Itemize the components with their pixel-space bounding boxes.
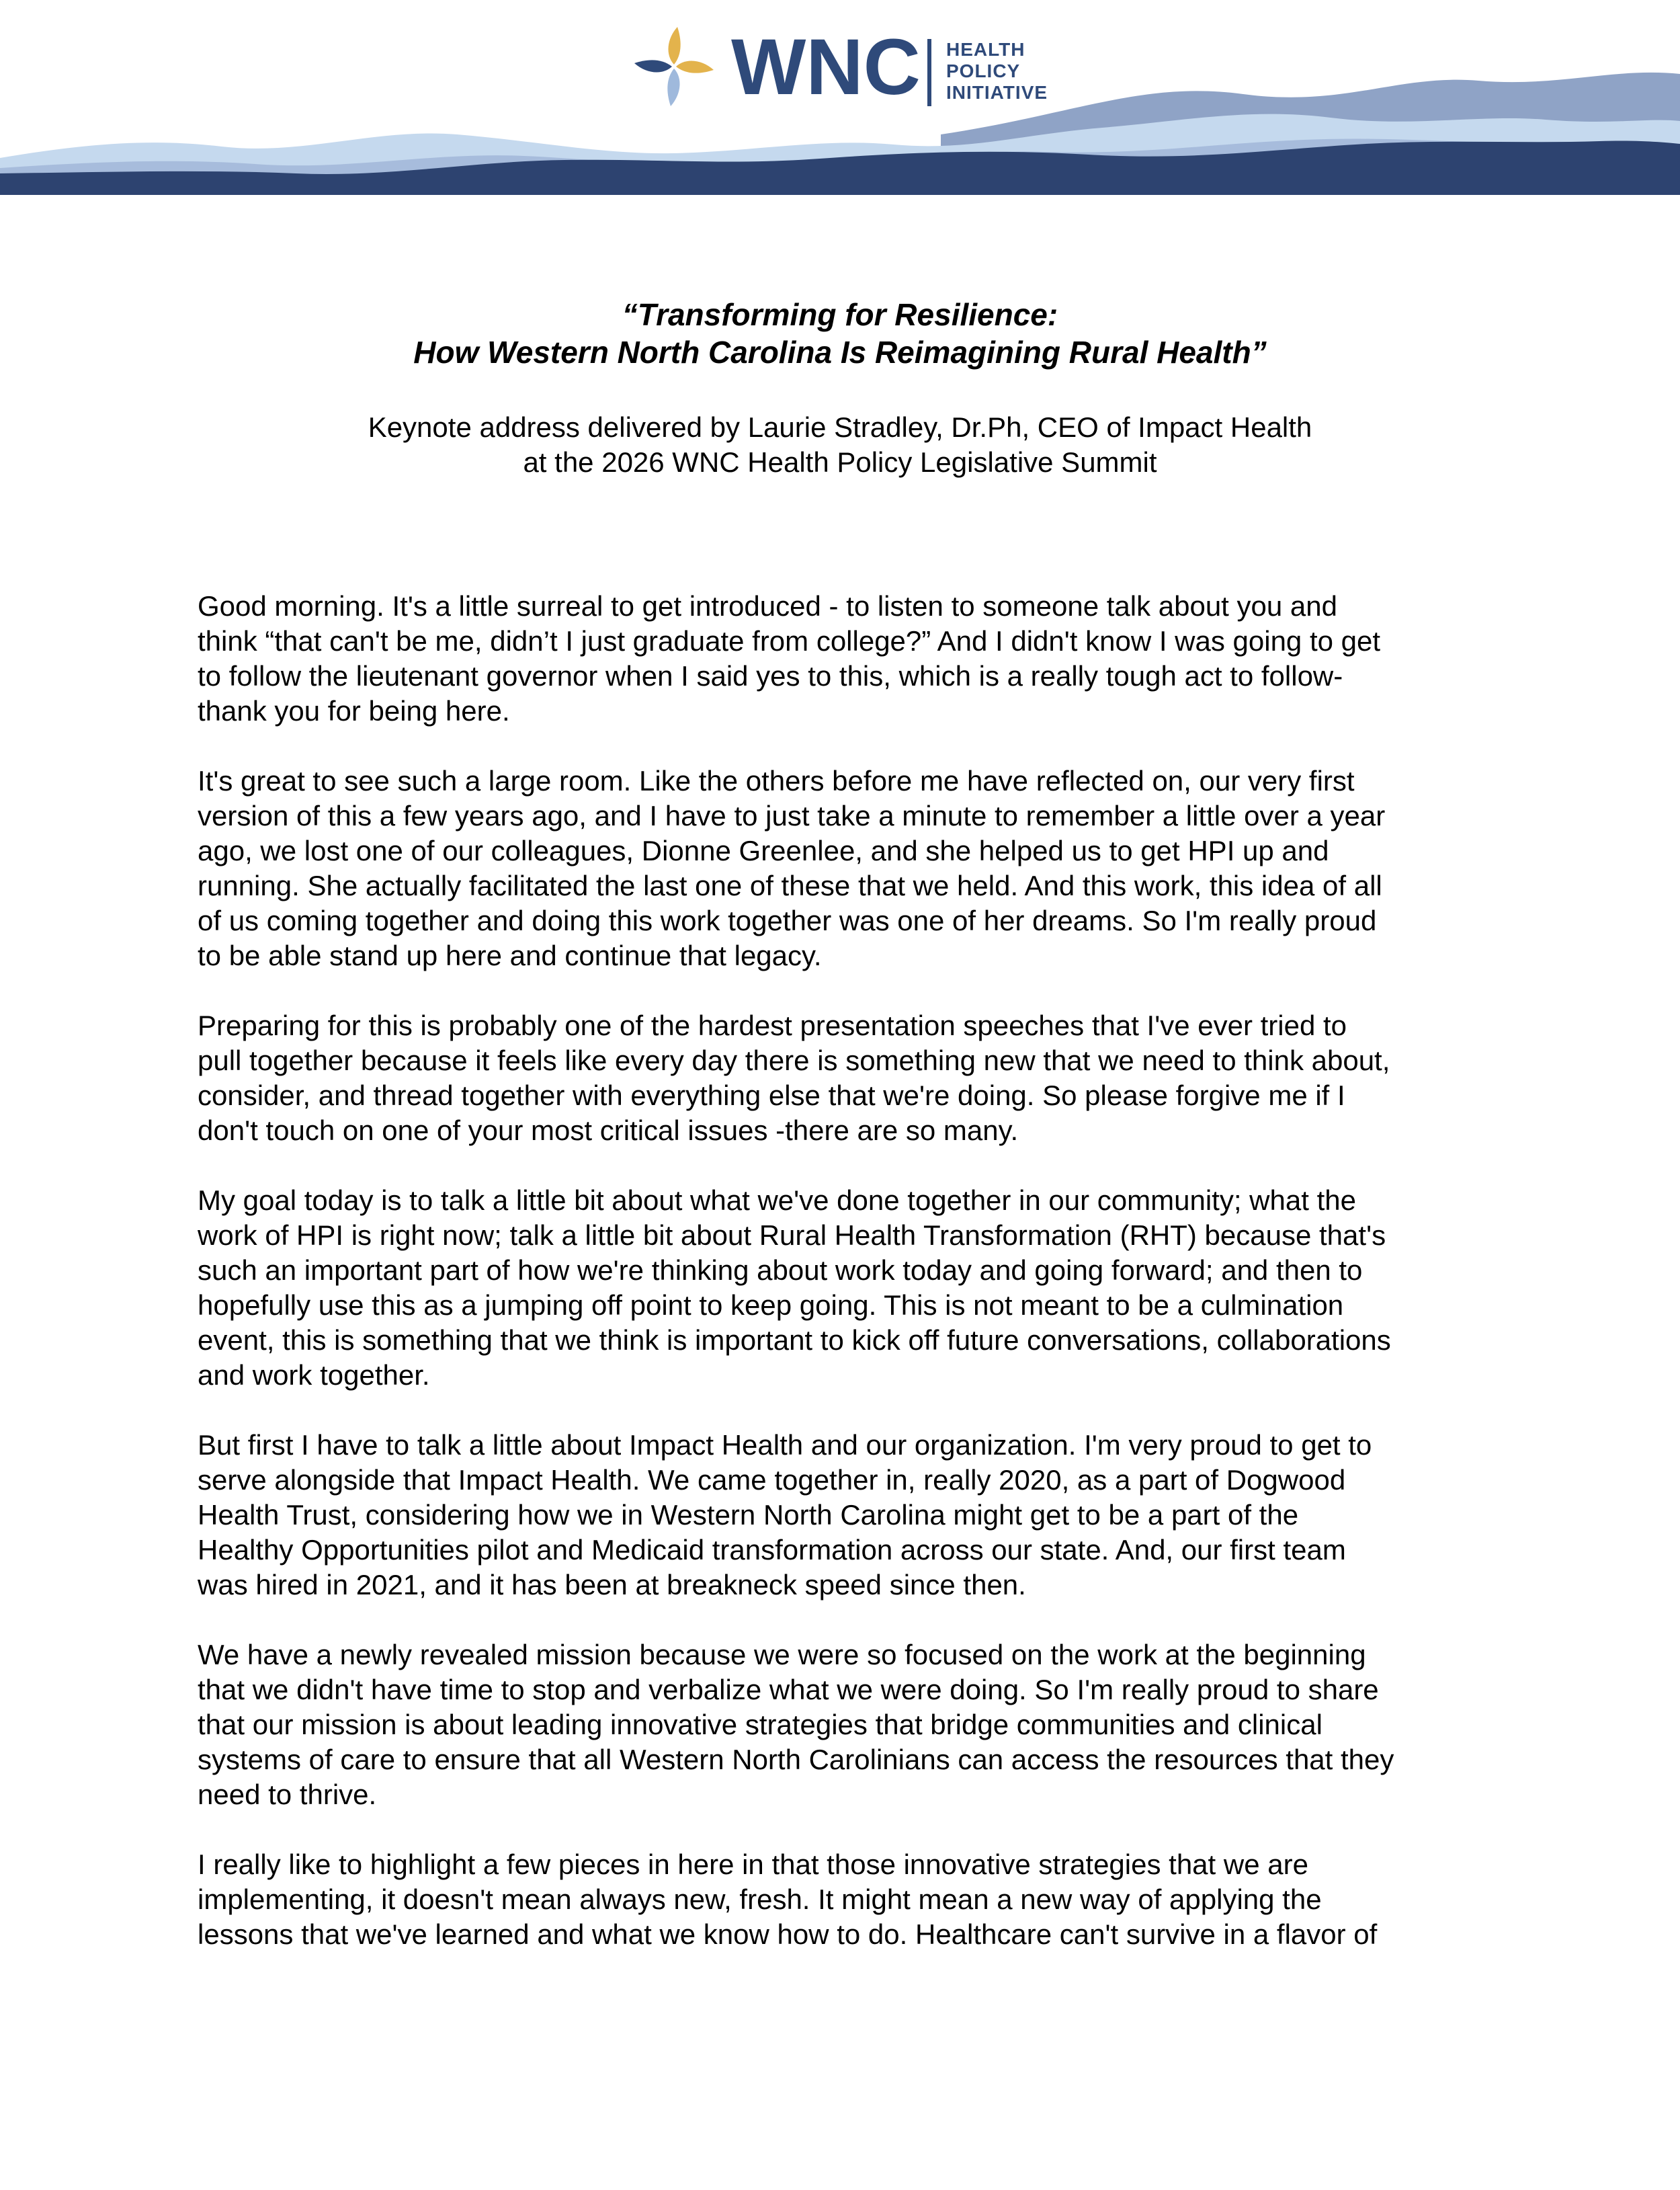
page-header bbox=[0, 0, 1680, 195]
logo-tagline bbox=[946, 39, 1060, 104]
subtitle-line-2: at the 2026 WNC Health Policy Legislative Summit bbox=[523, 446, 1157, 478]
paragraph: But first I have to talk a little about Impact Health and our organization. I'm very proud to get to serve alongside that Impact Health. We came together in, really 2020, as a part of Dogwood Health Trust, considering how we in Western North Carolina might get to be a part of the Healthy Opportunities pilot and Medicaid transformation across our state. And, our first team was hired in 2021, and it has been at breakneck speed since then. bbox=[198, 1429, 1372, 1600]
paragraph: I really like to highlight a few pieces in here in that those innovative strategies that we are implementing, it doesn't mean always new, fresh. It might mean a new way of applying the lessons that we've learned and what we know how to do. Healthcare can't survive in a flavor of bbox=[198, 1849, 1378, 1950]
paragraph: It's great to see such a large room. Like the others before me have reflected on, our very first version of this a few years ago, and I have to just take a minute to remember a little over a year ago, we lost one of our colleagues, Dionne Greenlee, and she helped us to get HPI up and running. She actually facilitated the last one of these that we held. And this work, this idea of all of us coming together and doing this work together was one of her dreams. So I'm really proud to be able stand up here and continue that legacy. bbox=[198, 765, 1386, 971]
logo-wordmark: WNC bbox=[731, 23, 921, 112]
paragraph: We have a newly revealed mission because we were so focused on the work at the beginning that we didn't have time to stop and verbalize what we were doing. So I'm really proud to share that our mission is about leading innovative strategies that bridge communities and clinical systems of care to ensure that all Western North Carolinians can access the resources that they need to thrive. bbox=[198, 1639, 1394, 1810]
logo-tagline-line-2: POLICY bbox=[946, 60, 1021, 81]
title-line-2: How Western North Carolina Is Reimagining Rural Health” bbox=[413, 335, 1267, 370]
logo-tagline-line-1: HEALTH bbox=[946, 39, 1025, 60]
paragraph: Preparing for this is probably one of the hardest presentation speeches that I've ever tried to pull together because it feels like every day there is something new that we need to think about, consider, and thread together with everything else that we're doing. So please forgive me if I don't touch on one of your most critical issues -there are so many. bbox=[198, 1010, 1390, 1146]
four-petal-star-logo-icon bbox=[630, 23, 718, 110]
subtitle-line-1: Keynote address delivered by Laurie Stradley, Dr.Ph, CEO of Impact Health bbox=[368, 411, 1312, 443]
title-line-1: “Transforming for Resilience: bbox=[622, 297, 1058, 332]
document-title bbox=[0, 296, 1680, 371]
paragraph: My goal today is to talk a little bit about what we've done together in our community; what the work of HPI is right now; talk a little bit about Rural Health Transformation (RHT) because that's such an important part of how we're thinking about work today and going forward; and then to hopefully use this as a jumping off point to keep going. This is not meant to be a culmination event, this is something that we think is important to kick off future conversations, collaborations and work together. bbox=[198, 1184, 1391, 1391]
speech-body bbox=[198, 589, 1501, 1952]
document-subtitle bbox=[0, 410, 1680, 480]
logo-divider bbox=[927, 39, 931, 106]
paragraph: Good morning. It's a little surreal to get introduced - to listen to someone talk about you and think “that can't be me, didn’t I just graduate from college?” And I didn't know I was going to get to follow the lieutenant governor when I said yes to this, which is a really tough act to follow- thank you for being here. bbox=[198, 590, 1381, 727]
logo-tagline-line-3: INITIATIVE bbox=[946, 82, 1048, 103]
